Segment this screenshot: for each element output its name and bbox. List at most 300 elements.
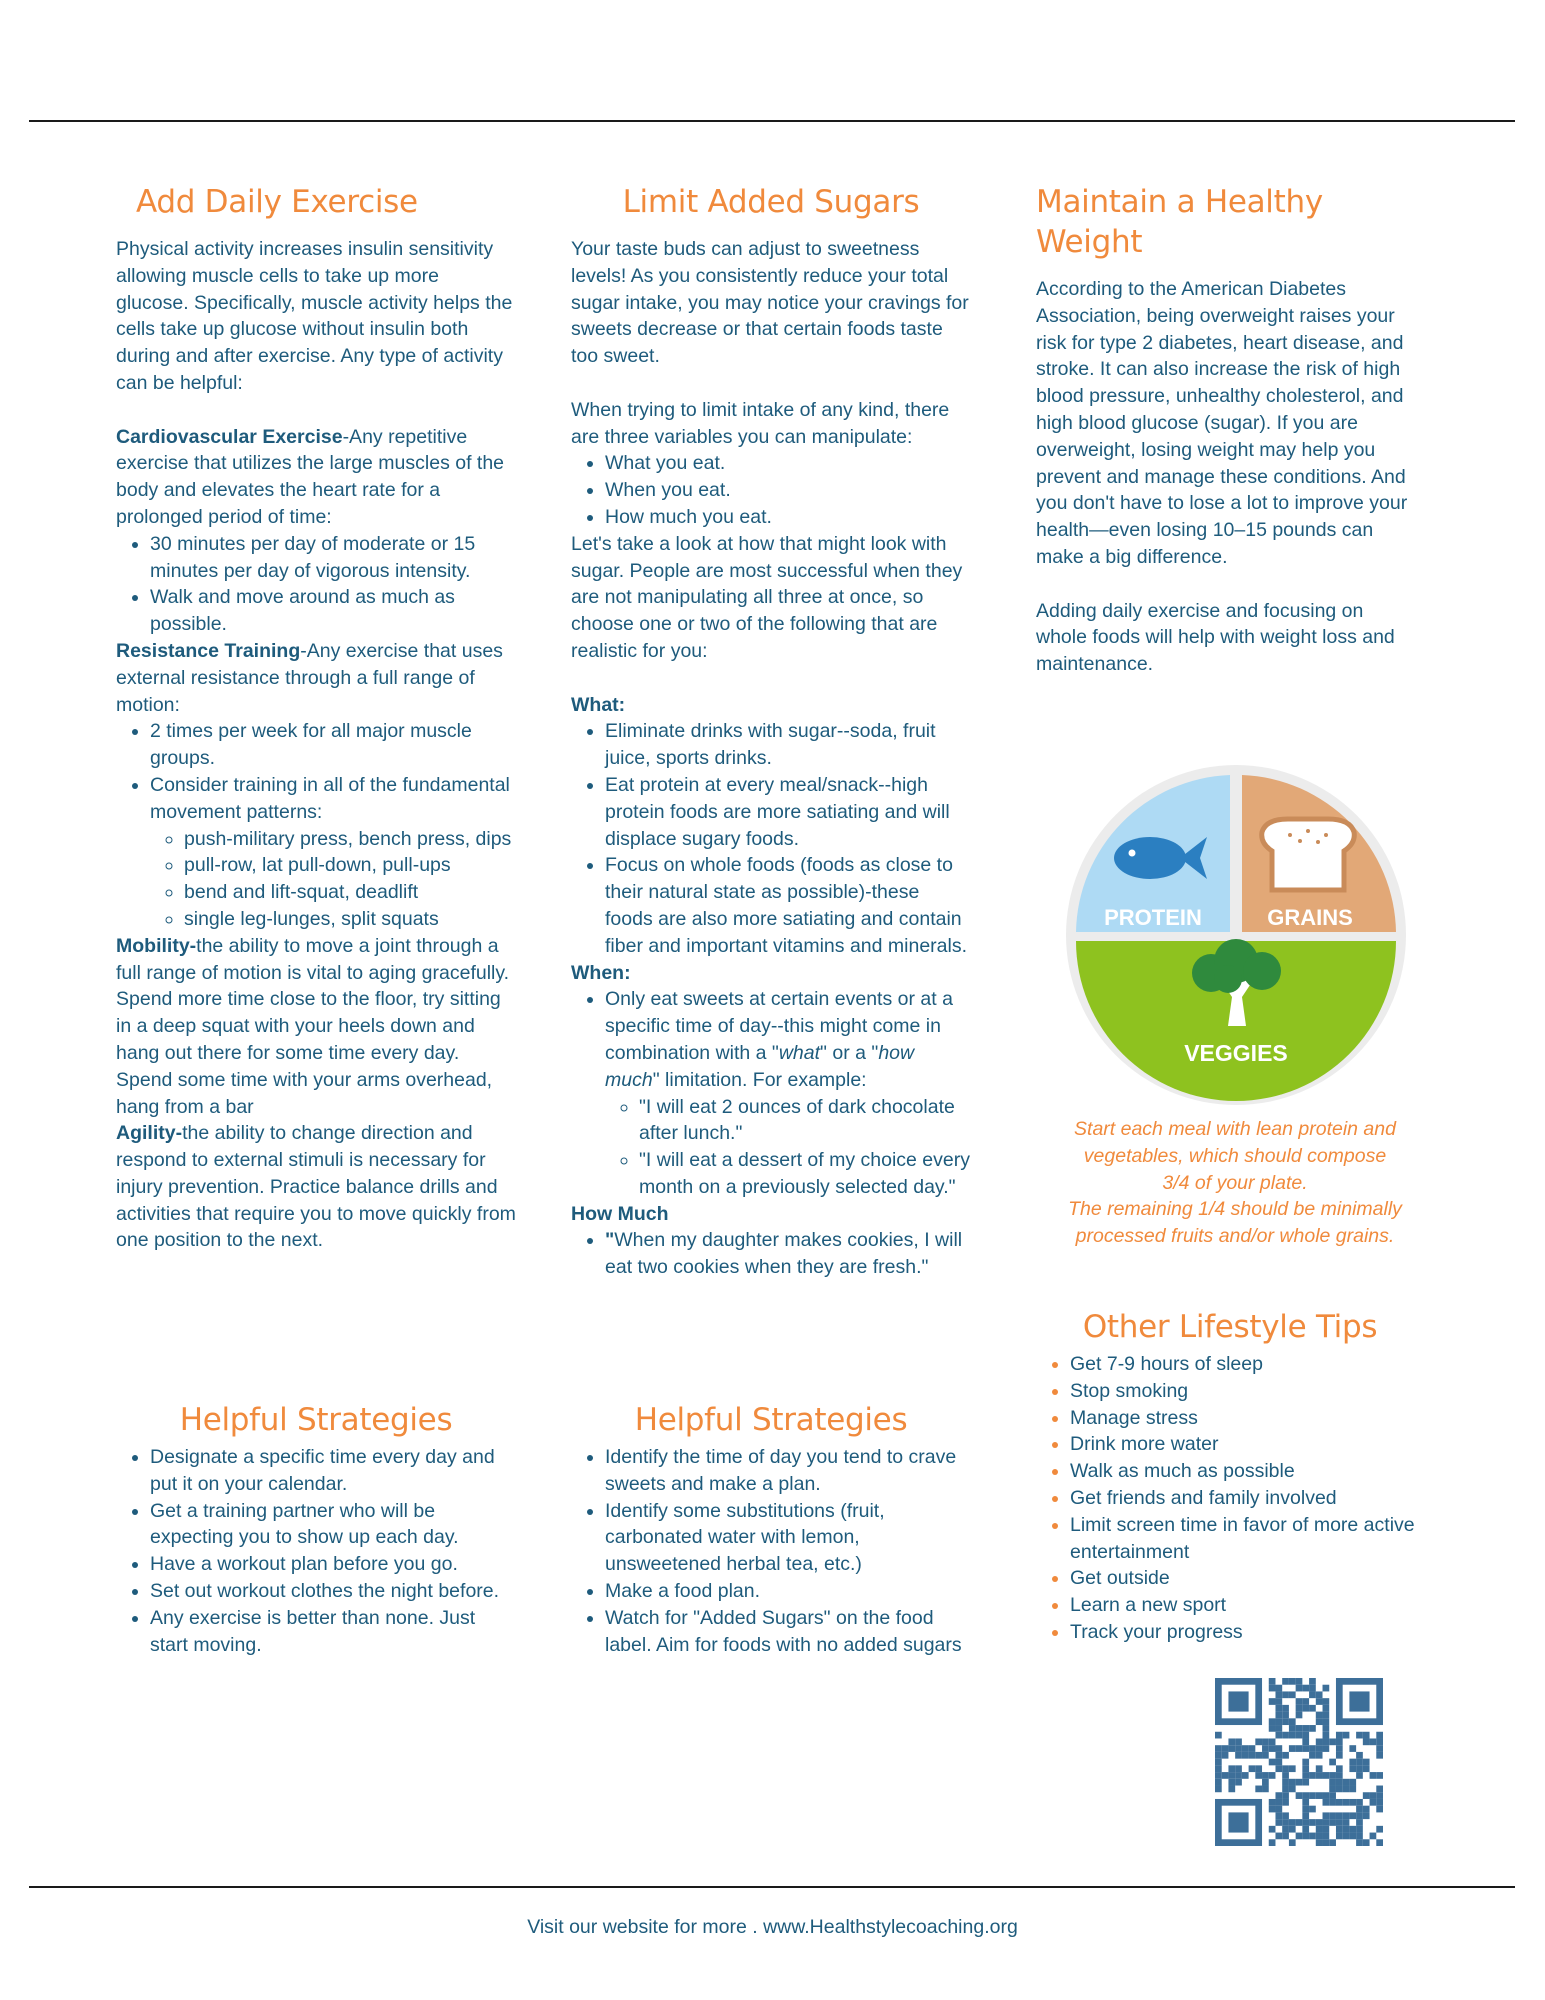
qr-module: [1282, 1732, 1289, 1739]
qr-module: [1215, 1779, 1222, 1786]
list-item: • Walk and move around as much as possible.: [150, 584, 516, 638]
qr-module: [1255, 1738, 1262, 1745]
qr-module: [1316, 1752, 1323, 1759]
qr-module: [1356, 1799, 1363, 1806]
qr-module: [1235, 1772, 1242, 1779]
movement-patterns-list: [150, 826, 516, 933]
plate-caption: [1050, 1116, 1420, 1250]
qr-module: [1370, 1792, 1377, 1799]
qr-module: [1289, 1725, 1296, 1732]
qr-module: [1296, 1745, 1303, 1752]
weight-adding: Adding daily exercise and focusing on whole foods will help with weight loss and maintenance.: [1036, 599, 1395, 676]
qr-module: [1302, 1826, 1309, 1833]
qr-module: [1275, 1759, 1282, 1766]
qr-module: [1376, 1732, 1383, 1739]
list-item: • Track your progress: [1070, 1619, 1420, 1646]
variables-intro: When trying to limit intake of any kind, there are three variables you can manipulate:: [571, 398, 950, 448]
qr-module: [1302, 1765, 1309, 1772]
qr-module: [1376, 1799, 1383, 1806]
qr-module: [1215, 1765, 1222, 1772]
qr-module: [1316, 1772, 1323, 1779]
qr-module: [1329, 1799, 1336, 1806]
qr-module: [1242, 1745, 1249, 1752]
qr-module: [1370, 1833, 1377, 1840]
cardio-paragraph: [116, 424, 516, 531]
qr-module: [1296, 1819, 1303, 1826]
qr-module: [1349, 1779, 1356, 1786]
qr-module: [1356, 1732, 1363, 1739]
qr-module: [1376, 1792, 1383, 1799]
column-weight: [1036, 182, 1416, 678]
qr-module: [1235, 1752, 1242, 1759]
qr-module: [1370, 1738, 1377, 1745]
qr-module: [1343, 1812, 1350, 1819]
lookahead-paragraph: Let's take a look at how that might look with sugar. People are most successful when they are not manipulating all three at once, so choose one or two of the following that are realistic for you:: [571, 532, 963, 662]
list-item: • Designate a specific time every day and put it on your calendar.: [150, 1444, 516, 1498]
qr-module: [1363, 1732, 1370, 1739]
qr-module: [1289, 1718, 1296, 1725]
qr-module: [1316, 1826, 1323, 1833]
qr-code[interactable]: [1215, 1678, 1383, 1846]
qr-module: [1228, 1779, 1235, 1786]
qr-module: [1228, 1812, 1248, 1832]
list-item: • 2 times per week for all major muscle groups.: [150, 718, 516, 772]
cardio-label: Cardiovascular Exercise: [116, 425, 343, 448]
qr-module: [1323, 1718, 1330, 1725]
qr-module: [1349, 1833, 1356, 1840]
qr-module: [1249, 1745, 1256, 1752]
qr-module: [1329, 1819, 1336, 1826]
qr-module: [1356, 1772, 1363, 1779]
what-label: [571, 692, 971, 719]
qr-module: [1296, 1698, 1303, 1705]
qr-module: [1275, 1752, 1282, 1759]
qr-module: [1269, 1839, 1276, 1846]
list-item: ◦ push-military press, bench press, dips: [184, 826, 516, 853]
qr-module: [1323, 1725, 1330, 1732]
list-item: • Get outside: [1070, 1565, 1420, 1592]
list-item: • How much you eat.: [605, 504, 971, 531]
qr-module: [1376, 1806, 1383, 1813]
when-item-text-a: Only eat sweets at certain events or at a specific time of day--this might come in combination with a ": [605, 988, 953, 1064]
qr-module: [1363, 1839, 1370, 1846]
qr-module: [1296, 1779, 1303, 1786]
qr-module: [1356, 1812, 1363, 1819]
qr-module: [1309, 1819, 1316, 1826]
qr-module: [1349, 1799, 1356, 1806]
qr-module: [1282, 1819, 1289, 1826]
list-item: ◦ bend and lift-squat, deadlift: [184, 879, 516, 906]
qr-module: [1296, 1732, 1303, 1739]
qr-module: [1275, 1718, 1282, 1725]
qr-module: [1262, 1772, 1269, 1779]
healthy-plate-illustration: [1064, 763, 1408, 1107]
qr-module: [1235, 1745, 1242, 1752]
qr-module: [1282, 1812, 1289, 1819]
mobility-text: the ability to move a joint through a full range of motion is vital to aging gracefully. Spend more time close to the floor, try sitting in a deep squat with your heels down and hang out there for some time every day. Spend some time with your arms overhead, hang from a bar: [116, 934, 510, 1118]
qr-module: [1309, 1792, 1316, 1799]
qr-module: [1289, 1839, 1296, 1846]
qr-module: [1336, 1779, 1343, 1786]
qr-module: [1289, 1819, 1296, 1826]
list-item: [605, 1227, 971, 1281]
qr-module: [1356, 1759, 1363, 1766]
qr-module: [1343, 1799, 1350, 1806]
qr-module: [1282, 1765, 1289, 1772]
exercise-intro: Physical activity increases insulin sensitivity allowing muscle cells to take up more glucose. Specifically, muscle activity helps the cells take up glucose without insulin both during and after exercise. Any type of activity can be helpful:: [116, 238, 513, 394]
list-item: • 30 minutes per day of moderate or 15 minutes per day of vigorous intensity.: [150, 531, 516, 585]
list-item: [605, 986, 971, 1200]
qr-module: [1255, 1786, 1262, 1793]
qr-module: [1275, 1698, 1282, 1705]
list-item: • Set out workout clothes the night before.: [150, 1578, 516, 1605]
qr-module: [1302, 1738, 1309, 1745]
qr-module: [1363, 1759, 1370, 1766]
qr-module: [1275, 1725, 1282, 1732]
qr-module: [1289, 1779, 1296, 1786]
exercise-title: Add Daily Exercise: [136, 184, 418, 220]
qr-module: [1289, 1691, 1296, 1698]
qr-module: [1356, 1765, 1363, 1772]
qr-module: [1302, 1779, 1309, 1786]
qr-module: [1302, 1772, 1309, 1779]
qr-module: [1323, 1799, 1330, 1806]
qr-module: [1349, 1812, 1356, 1819]
list-item: • Get a training partner who will be expecting you to show up each day.: [150, 1498, 516, 1552]
qr-module: [1329, 1786, 1336, 1793]
qr-module: [1249, 1752, 1256, 1759]
footer-website-link[interactable]: Visit our website for more . www.Healthstylecoaching.org: [527, 1916, 1018, 1938]
qr-module: [1316, 1691, 1323, 1698]
qr-module: [1289, 1745, 1296, 1752]
qr-module: [1289, 1678, 1296, 1685]
qr-module: [1376, 1839, 1383, 1846]
qr-module: [1302, 1799, 1309, 1806]
qr-module: [1269, 1725, 1276, 1732]
resistance-text: -Any exercise that uses external resistance through a full range of motion:: [116, 639, 503, 716]
qr-module: [1255, 1765, 1262, 1772]
qr-module: [1356, 1806, 1363, 1813]
qr-module: [1235, 1738, 1242, 1745]
qr-module: [1323, 1819, 1330, 1826]
qr-module: [1222, 1745, 1229, 1752]
resistance-paragraph: [116, 638, 516, 718]
qr-module: [1242, 1772, 1249, 1779]
qr-module: [1275, 1765, 1282, 1772]
qr-module: [1316, 1792, 1323, 1799]
qr-module: [1275, 1705, 1282, 1712]
qr-module: [1228, 1765, 1235, 1772]
list-item: • When you eat.: [605, 477, 971, 504]
qr-module: [1296, 1712, 1303, 1719]
howmuch-quote-mark: ": [605, 1229, 615, 1252]
when-item-howmuch: how much: [605, 1041, 915, 1091]
when-item-text-c: " limitation. For example:: [652, 1068, 867, 1091]
sugars-strategies-title: Helpful Strategies: [634, 1402, 908, 1438]
when-item-text-b: " or a ": [820, 1041, 879, 1064]
qr-module: [1323, 1698, 1330, 1705]
qr-module: [1215, 1772, 1222, 1779]
qr-module: [1302, 1698, 1309, 1705]
qr-module: [1309, 1752, 1316, 1759]
qr-module: [1316, 1839, 1323, 1846]
exercise-strategies-list: [116, 1444, 516, 1658]
qr-module: [1323, 1833, 1330, 1840]
when-list: [571, 986, 971, 1200]
plate-grains-label: GRAINS: [1267, 905, 1353, 930]
qr-module: [1363, 1806, 1370, 1813]
qr-module: [1309, 1725, 1316, 1732]
qr-module: [1309, 1691, 1316, 1698]
qr-module: [1262, 1745, 1269, 1752]
resistance-label: Resistance Training: [116, 639, 301, 662]
list-item: ◦ "I will eat a dessert of my choice every month on a previously selected day.": [639, 1147, 971, 1201]
qr-module: [1323, 1772, 1330, 1779]
qr-module: [1349, 1765, 1356, 1772]
list-item: • Make a food plan.: [605, 1578, 971, 1605]
qr-module: [1309, 1705, 1316, 1712]
list-item: ◦ pull-row, lat pull-down, pull-ups: [184, 852, 516, 879]
qr-module: [1215, 1745, 1222, 1752]
sugars-intro: Your taste buds can adjust to sweetness levels! As you consistently reduce your total sugar intake, you may notice your cravings for sweets decrease or that certain foods taste too sweet.: [571, 238, 969, 368]
qr-module: [1235, 1779, 1242, 1786]
column-sugars: [571, 182, 971, 1281]
qr-module: [1289, 1732, 1296, 1739]
column-exercise: [116, 182, 516, 1254]
qr-module: [1282, 1799, 1289, 1806]
cardio-list: [116, 531, 516, 638]
howmuch-label: [571, 1201, 971, 1228]
agility-label: Agility-: [116, 1122, 183, 1145]
qr-module: [1343, 1819, 1350, 1826]
qr-module: [1336, 1765, 1343, 1772]
what-list: [571, 718, 971, 959]
qr-module: [1275, 1799, 1282, 1806]
list-item: • Get friends and family involved: [1070, 1485, 1420, 1512]
qr-module: [1262, 1786, 1269, 1793]
qr-module: [1329, 1738, 1336, 1745]
when-item-what: what: [778, 1041, 821, 1064]
list-item: • Learn a new sport: [1070, 1592, 1420, 1619]
bottom-rule: [29, 1886, 1515, 1888]
qr-module: [1282, 1826, 1289, 1833]
qr-module: [1329, 1759, 1336, 1766]
qr-module: [1289, 1826, 1296, 1833]
list-item: • Get 7-9 hours of sleep: [1070, 1351, 1420, 1378]
qr-module: [1349, 1826, 1356, 1833]
qr-module: [1349, 1786, 1356, 1793]
qr-module: [1316, 1745, 1323, 1752]
qr-module: [1222, 1752, 1229, 1759]
qr-module: [1275, 1833, 1282, 1840]
qr-module: [1323, 1826, 1330, 1833]
plate-caption-line-1: Start each meal with lean protein and vegetables, which should compose 3/4 of your plate.: [1074, 1118, 1396, 1194]
qr-module: [1323, 1738, 1330, 1745]
qr-module: [1228, 1691, 1248, 1711]
qr-module: [1302, 1745, 1309, 1752]
qr-module: [1282, 1752, 1289, 1759]
agility-text: the ability to change direction and respond to external stimuli is necessary for injury prevention. Practice balance drills and activities that require you to move quickly from one position to the next.: [116, 1122, 516, 1252]
qr-module: [1275, 1819, 1282, 1826]
qr-module: [1336, 1752, 1343, 1759]
qr-module: [1302, 1732, 1309, 1739]
list-item: • What you eat.: [605, 450, 971, 477]
qr-module: [1336, 1819, 1343, 1826]
qr-module: [1275, 1812, 1282, 1819]
qr-module: [1302, 1806, 1309, 1813]
qr-module: [1282, 1712, 1289, 1719]
when-examples-list: [605, 1094, 971, 1201]
qr-module: [1376, 1745, 1383, 1752]
qr-module: [1370, 1799, 1377, 1806]
qr-module: [1356, 1819, 1363, 1826]
qr-module: [1329, 1772, 1336, 1779]
qr-module: [1269, 1745, 1276, 1752]
lifestyle-tips: [1040, 1307, 1420, 1646]
howmuch-label-text: How Much: [571, 1202, 669, 1225]
qr-module: [1302, 1725, 1309, 1732]
qr-module: [1302, 1759, 1309, 1766]
qr-module: [1323, 1839, 1330, 1846]
resistance-list: [116, 718, 516, 932]
qr-module: [1235, 1765, 1242, 1772]
qr-module: [1363, 1765, 1370, 1772]
qr-module: [1296, 1705, 1303, 1712]
list-item: • Have a workout plan before you go.: [150, 1551, 516, 1578]
qr-module: [1336, 1732, 1343, 1739]
when-label-text: When:: [571, 961, 631, 984]
qr-module: [1316, 1712, 1323, 1719]
qr-module: [1376, 1786, 1383, 1793]
qr-module: [1282, 1678, 1289, 1685]
qr-module: [1323, 1705, 1330, 1712]
plate-veggies-label: VEGGIES: [1184, 1040, 1288, 1066]
lifestyle-tips-title: Other Lifestyle Tips: [1082, 1309, 1378, 1345]
list-item: [150, 772, 516, 933]
qr-module: [1316, 1738, 1323, 1745]
list-item: • Eliminate drinks with sugar--soda, fruit juice, sports drinks.: [605, 718, 971, 772]
exercise-strategies-title: Helpful Strategies: [179, 1402, 453, 1438]
qr-module: [1316, 1718, 1323, 1725]
qr-module: [1275, 1792, 1282, 1799]
qr-module: [1356, 1839, 1363, 1846]
qr-module: [1343, 1826, 1350, 1833]
top-rule: [29, 120, 1515, 122]
weight-intro: According to the American Diabetes Association, being overweight raises your risk for type 2 diabetes, heart disease, and stroke. It can also increase the risk of high blood pressure, unhealthy cholesterol, and high blood glucose (sugar). If you are overweight, losing weight may help you prevent and manage these conditions. And you don't have to lose a lot to improve your health—even losing 10–15 pounds can make a big difference.: [1036, 278, 1408, 568]
list-item: • Focus on whole foods (foods as close to their natural state as possible)-these foods are also more satiating and contain fiber and important vitamins and minerals.: [605, 852, 971, 959]
list-item: • Identify some substitutions (fruit, carbonated water with lemon, unsweetened herbal tea, etc.): [605, 1498, 971, 1578]
qr-module: [1309, 1745, 1316, 1752]
list-item: • Stop smoking: [1070, 1378, 1420, 1405]
qr-module: [1269, 1738, 1276, 1745]
qr-module: [1282, 1833, 1289, 1840]
qr-module: [1282, 1772, 1289, 1779]
qr-module: [1343, 1732, 1350, 1739]
qr-module: [1282, 1792, 1289, 1799]
qr-module: [1269, 1685, 1276, 1692]
qr-module: [1329, 1812, 1336, 1819]
qr-module: [1309, 1685, 1316, 1692]
qr-module: [1336, 1812, 1343, 1819]
qr-module: [1316, 1698, 1323, 1705]
list-item: • Manage stress: [1070, 1405, 1420, 1432]
qr-module: [1269, 1799, 1276, 1806]
qr-module: [1302, 1833, 1309, 1840]
mobility-label: Mobility-: [116, 934, 197, 957]
bread-icon: [1262, 819, 1355, 890]
mobility-paragraph: [116, 933, 516, 1121]
qr-module: [1275, 1806, 1282, 1813]
qr-module: [1282, 1705, 1289, 1712]
qr-module: [1269, 1759, 1276, 1766]
list-item: ◦ "I will eat 2 ounces of dark chocolate after lunch.": [639, 1094, 971, 1148]
when-label: [571, 960, 971, 987]
qr-module: [1228, 1772, 1235, 1779]
list-item-text: Consider training in all of the fundamental movement patterns:: [150, 773, 510, 823]
qr-module: [1262, 1738, 1269, 1745]
qr-module: [1255, 1772, 1262, 1779]
list-item: • Limit screen time in favor of more active entertainment: [1070, 1512, 1420, 1566]
qr-module: [1262, 1779, 1269, 1786]
qr-module: [1356, 1826, 1363, 1833]
qr-module: [1269, 1806, 1276, 1813]
weight-title: Maintain a Healthy Weight: [1036, 184, 1323, 260]
qr-module: [1289, 1765, 1296, 1772]
qr-module: [1323, 1685, 1330, 1692]
qr-module: [1329, 1792, 1336, 1799]
qr-module: [1289, 1786, 1296, 1793]
qr-module: [1249, 1765, 1256, 1772]
qr-module: [1363, 1812, 1370, 1819]
qr-module: [1275, 1732, 1282, 1739]
list-item: • Any exercise is better than none. Just start moving.: [150, 1605, 516, 1659]
qr-module: [1329, 1839, 1336, 1846]
qr-module: [1269, 1826, 1276, 1833]
list-item: • Identify the time of day you tend to crave sweets and make a plan.: [605, 1444, 971, 1498]
plate-caption-line-2: The remaining 1/4 should be minimally processed fruits and/or whole grains.: [1068, 1198, 1402, 1248]
qr-module: [1349, 1691, 1369, 1711]
qr-module: [1336, 1786, 1343, 1793]
qr-module: [1215, 1786, 1222, 1793]
qr-module: [1336, 1772, 1343, 1779]
qr-module: [1269, 1718, 1276, 1725]
qr-module: [1323, 1792, 1330, 1799]
qr-module: [1222, 1772, 1229, 1779]
qr-module: [1356, 1833, 1363, 1840]
qr-module: [1296, 1678, 1303, 1685]
qr-module: [1376, 1752, 1383, 1759]
plate-protein-label: PROTEIN: [1104, 905, 1202, 930]
cardio-text: -Any repetitive exercise that utilizes the large muscles of the body and elevates the heart rate for a prolonged period of time:: [116, 425, 505, 528]
what-label-text: What:: [571, 693, 626, 716]
qr-module: [1296, 1725, 1303, 1732]
sugars-strategies: [571, 1400, 971, 1658]
qr-module: [1302, 1705, 1309, 1712]
qr-module: [1343, 1833, 1350, 1840]
qr-module: [1275, 1691, 1282, 1698]
qr-module: [1363, 1792, 1370, 1799]
qr-module: [1336, 1738, 1343, 1745]
qr-module: [1343, 1786, 1350, 1793]
qr-module: [1370, 1772, 1377, 1779]
qr-module: [1215, 1752, 1222, 1759]
qr-module: [1302, 1685, 1309, 1692]
qr-module: [1376, 1826, 1383, 1833]
list-item: • Drink more water: [1070, 1431, 1420, 1458]
lifestyle-tips-list: [1040, 1351, 1420, 1646]
qr-module: [1323, 1712, 1330, 1719]
qr-module: [1275, 1712, 1282, 1719]
